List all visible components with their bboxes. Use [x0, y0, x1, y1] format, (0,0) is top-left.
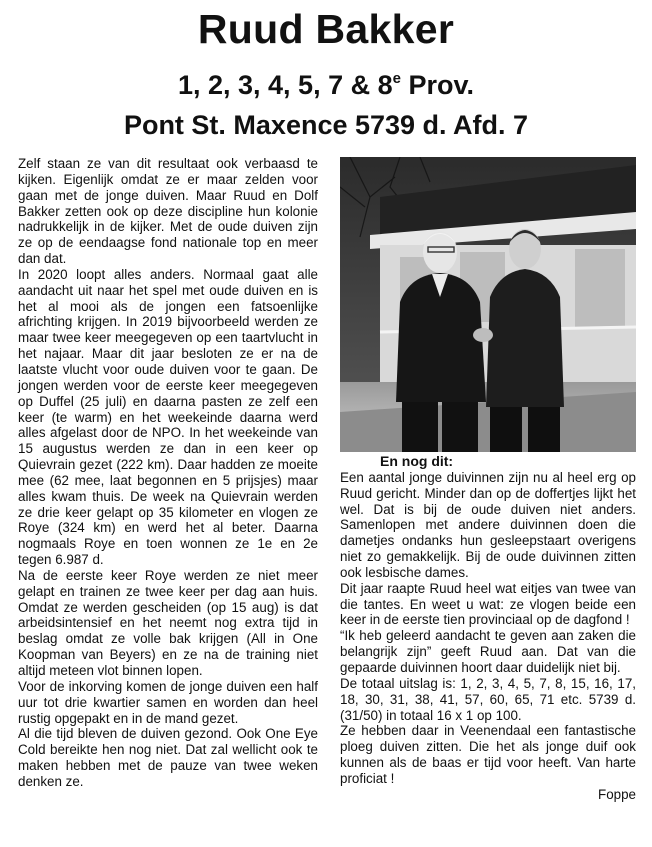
- paragraph: “Ik heb geleerd aandacht te geven aan zaken die belangrijk zijn” geeft Ruud aan. Dat van die gepaarde duivinnen hoort daar duidelijk niet bij.: [340, 628, 636, 675]
- paragraph: Zelf staan ze van dit resultaat ook verbaasd te kijken. Eigenlijk omdat ze er maar zelden voor gaan met de jonge duiven. Maar Ruud en Dolf Bakker zetten ook op deze discipline hun kolonie nadrukkelijk in de kijker. Met de oude duiven zijn ze op de eendaagse fond nationale top en meer dan dat.: [18, 156, 318, 267]
- subtitle-superscript: e: [392, 70, 401, 87]
- subtitle-results-text: 1, 2, 3, 4, 5, 7 & 8: [177, 70, 393, 100]
- paragraph: Een aantal jonge duivinnen zijn nu al heel erg op Ruud gericht. Minder dan op de doffertjes lijkt het wel. Dat is bij de oude duiven niet anders. Samenlopen met andere duivinnen doen die dametjes ondanks hun gesleepstaart overigens niet zo gemakkelijk. Bij de oude duivinnen zitten ook lesbische dames.: [340, 469, 636, 580]
- paragraph: De totaal uitslag is: 1, 2, 3, 4, 5, 7, 8, 15, 16, 17, 18, 30, 31, 38, 41, 57, 60, 65, 71 etc. 5739 d. (31/50) in totaal 16 x 1 op 100.: [340, 675, 636, 723]
- paragraph: Dit jaar raapte Ruud heel wat eitjes van twee van die tantes. En weet u wat: ze vlogen beide een keer in de eerste tien provinciaal op de dagfond !: [340, 580, 636, 628]
- author-signature: Foppe: [598, 786, 636, 802]
- photo-two-men-at-loft: [340, 157, 636, 452]
- paragraph: Voor de inkorving komen de jonge duiven een half uur tot drie kwartier samen en worden dan heel rustig opgepakt en in de mand gezet.: [18, 678, 318, 726]
- article-subtitle-race: Pont St. Maxence 5739 d. Afd. 7: [123, 110, 529, 140]
- subtitle-suffix: Prov.: [400, 70, 474, 100]
- article-header: [0, 6, 652, 142]
- paragraph: Ze hebben daar in Veenendaal een fantastische ploeg duiven zitten. Die het als jonge duif ook kunnen als de baas er tijd voor heeft. Van harte proficiat !: [340, 723, 636, 786]
- article-subtitle-results: [0, 62, 652, 102]
- right-column: [340, 454, 636, 803]
- article-title: Ruud Bakker: [197, 6, 455, 52]
- paragraph: Na de eerste keer Roye werden ze niet meer gelapt en trainen ze twee keer per dag aan huis. Omdat ze werden gescheiden (op 15 aug) is dat arbeidsintensief en het neemt nog extra tijd in beslag omdat ze volle bak krijgen (All in One Koopman van Beyers) en ze na de training niet altijd meteen vlot binnen lopen.: [18, 567, 318, 678]
- paragraph: Al die tijd bleven de duiven gezond. Ook One Eye Cold bereikte hen nog niet. Dat zal wellicht ook te maken hebben met de pauze van twee weken denken ze.: [18, 726, 318, 789]
- paragraph: In 2020 loopt alles anders. Normaal gaat alle aandacht uit naar het spel met oude duiven en is het al mooi als de jongen een fatsoenlijke africhting krijgen. In 2019 bijvoorbeeld werden ze maar twee keer meegegeven op een taartvlucht in het najaar. Maar dit jaar besloten ze er na de laatste vlucht voor oude duiven voor te gaan. De jongen werden voor de eerste keer meegegeven op Duffel (25 juli) en daarna pasten ze zelf een keer (te warm) en het weekeinde daarna werd alles afgelast door de NPO. In het weekeinde van 15 augustus werden ze dan in een keer op Quievrain gezet (222 km). Daar hadden ze moeite mee (62 mee, laat begonnen en 5 prijsjes) maar alles kwam thuis. De week na Quievrain werden ze drie keer gelapt op 35 kilometer en vlogen ze Roye (324 km) en werd het al beter. Daarna nogmaals Roye en toen wonnen ze 1e en 2e tegen 6.987 d.: [18, 266, 318, 568]
- section-subheading: En nog dit:: [380, 453, 454, 469]
- article-photo: [340, 157, 636, 452]
- left-column: [18, 156, 318, 790]
